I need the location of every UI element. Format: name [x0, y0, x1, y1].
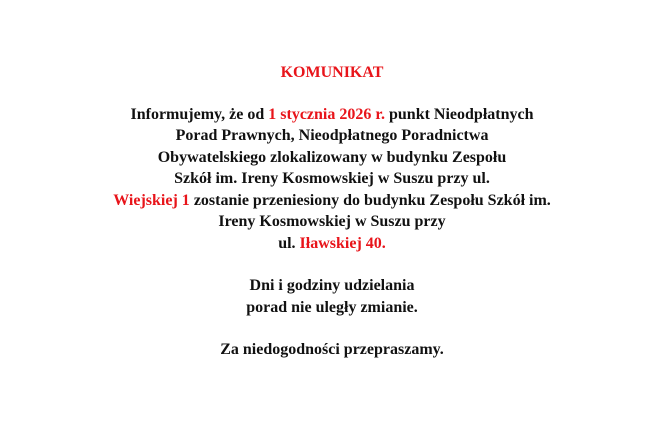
new-address: Iławskiej 40.	[299, 234, 386, 252]
effective-date: 1 stycznia 2026 r.	[268, 105, 385, 123]
announcement-line-3: Obywatelskiego zlokalizowany w budynku Zespołu	[157, 148, 507, 166]
announcement-line-6: Ireny Kosmowskiej w Suszu przy	[218, 213, 446, 230]
announcement-text: ul.	[278, 234, 300, 252]
hours-line-2: porad nie uległy zmianie.	[246, 298, 418, 316]
apology-paragraph	[0, 339, 664, 361]
announcement-line-2: Porad Prawnych, Nieodpłatnego Poradnictwa	[175, 127, 489, 144]
announcement-line-4: Szkół im. Ireny Kosmowskiej w Suszu przy ul.	[174, 170, 490, 187]
announcement-paragraph	[0, 104, 664, 255]
announcement-line-5	[0, 190, 664, 212]
old-address: Wiejskiej 1	[113, 191, 190, 209]
apology-line: Za niedogodności przepraszamy.	[220, 341, 444, 358]
announcement-text: Informujemy, że od	[130, 105, 269, 123]
announcement-line-1	[0, 104, 664, 126]
announcement-text: zostanie przeniesiony do budynku Zespołu Szkół im.	[189, 191, 551, 209]
announcement-text: punkt Nieodpłatnych	[385, 105, 534, 123]
notice	[0, 62, 664, 361]
hours-line-1: Dni i godziny udzielania	[249, 277, 415, 294]
notice-title: KOMUNIKAT	[280, 64, 384, 81]
announcement-line-7	[0, 233, 664, 255]
hours-paragraph	[0, 275, 664, 318]
